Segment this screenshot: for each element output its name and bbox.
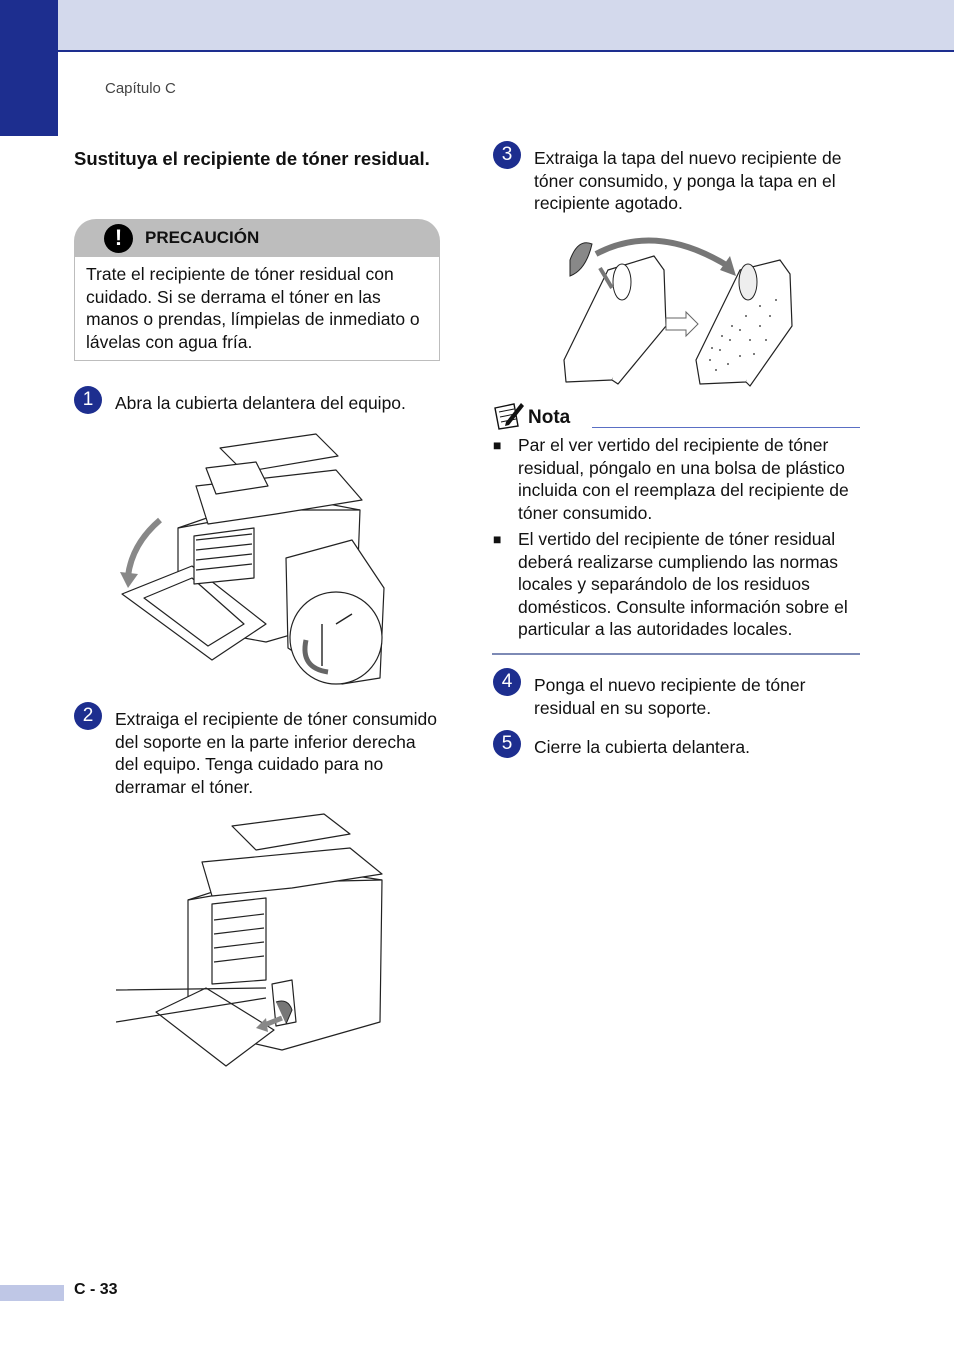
note-item-text: Par el ver vertido del recipiente de tóner residual, póngalo en una bolsa de plástico incluida con el reemplaza del recipiente de tóner consumido. bbox=[518, 435, 849, 523]
note-divider bbox=[592, 427, 860, 429]
step-number: 2 bbox=[74, 702, 102, 730]
step-text: Extraiga el recipiente de tóner consumido del soporte en la parte inferior derecha del equipo. Tenga cuidado para no derramar el tóner. bbox=[115, 709, 437, 797]
step-text: Ponga el nuevo recipiente de tóner residual en su soporte. bbox=[534, 675, 806, 718]
page-number: C - 33 bbox=[74, 1281, 118, 1298]
bullet-icon: ■ bbox=[493, 437, 502, 453]
step-text: Abra la cubierta delantera del equipo. bbox=[115, 393, 406, 413]
footer-band bbox=[0, 1285, 64, 1301]
note-header bbox=[492, 402, 860, 430]
note-item bbox=[492, 528, 860, 641]
note-label: Nota bbox=[528, 407, 571, 428]
chapter-label: Capítulo C bbox=[105, 80, 176, 97]
note-box bbox=[492, 402, 860, 641]
caution-text: Trate el recipiente de tóner residual con cuidado. Si se derrama el tóner en las manos o prendas, límpielas de inmediato o lávelas con agua fría. bbox=[74, 257, 440, 361]
step-5 bbox=[493, 733, 860, 759]
step-4 bbox=[493, 671, 860, 719]
chapter-tab bbox=[0, 0, 58, 136]
note-bottom-divider bbox=[492, 653, 860, 655]
caution-header bbox=[74, 219, 440, 257]
step-number: 4 bbox=[493, 668, 521, 696]
step-number: 5 bbox=[493, 730, 521, 758]
step-text: Cierre la cubierta delantera. bbox=[534, 737, 750, 757]
step-number: 1 bbox=[74, 386, 102, 414]
printer-remove-toner-box-illustration bbox=[116, 812, 400, 1076]
step-3 bbox=[493, 144, 860, 215]
toner-cap-illustration bbox=[560, 230, 796, 390]
caution-label: PRECAUCIÓN bbox=[145, 228, 260, 247]
step-1 bbox=[74, 389, 440, 415]
exclamation-icon: ! bbox=[104, 224, 133, 253]
section-title: Sustituya el recipiente de tóner residual. bbox=[74, 148, 430, 169]
bullet-icon: ■ bbox=[493, 531, 502, 547]
step-text: Extraiga la tapa del nuevo recipiente de tóner consumido, y ponga la tapa en el recipiente agotado. bbox=[534, 148, 842, 213]
note-item-text: El vertido del recipiente de tóner residual deberá realizarse cumpliendo las normas locales y separándolo de los residuos domésticos. Consulte información sobre el particular a las autoridades locales. bbox=[518, 529, 848, 639]
step-number: 3 bbox=[493, 141, 521, 169]
header-band bbox=[0, 0, 954, 52]
step-2 bbox=[74, 705, 440, 798]
note-item bbox=[492, 434, 860, 524]
caution-box bbox=[74, 219, 440, 361]
printer-open-cover-illustration bbox=[116, 428, 388, 686]
note-pencil-icon bbox=[492, 400, 524, 430]
